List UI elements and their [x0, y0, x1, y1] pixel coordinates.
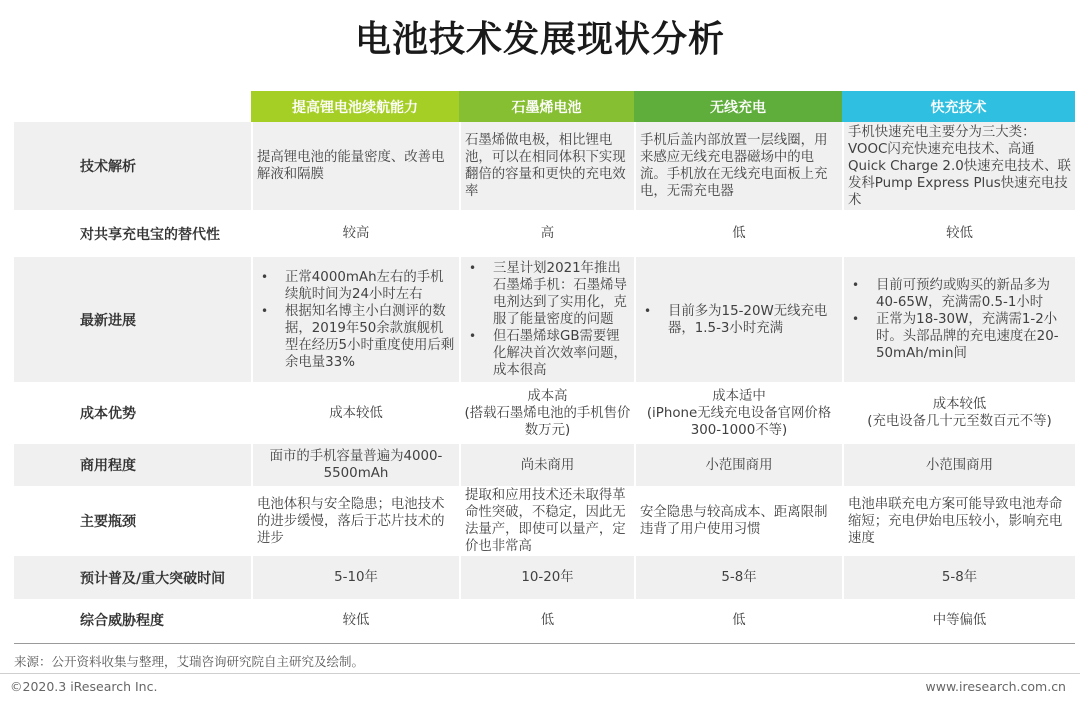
- table-cell: 低: [634, 599, 842, 641]
- bottom-divider: [0, 673, 1080, 674]
- list-item: • 正常4000mAh左右的手机续航时间为24小时左右: [257, 269, 455, 303]
- bullet-list: [257, 269, 455, 371]
- row-label: 成本优势: [14, 382, 251, 444]
- table-cell: 电池串联充电方案可能导致电池寿命缩短；充电伊始电压较小，影响充电速度: [842, 486, 1075, 556]
- table-cell: 10-20年: [459, 556, 634, 599]
- table-row-commercial: [14, 444, 1075, 486]
- table-cell: 较高: [251, 210, 459, 257]
- table-row-progress: [14, 257, 1075, 382]
- list-item: • 目前多为15-20W无线充电器，1.5-3小时充满: [640, 303, 838, 337]
- list-item: • 目前可预约或购买的新品多为40-65W，充满需0.5-1小时: [848, 277, 1071, 311]
- table-row-threat: [14, 599, 1075, 641]
- footer-divider: [14, 643, 1075, 644]
- header-corner: [14, 91, 251, 122]
- table-cell: [459, 257, 634, 382]
- row-label: 综合威胁程度: [14, 599, 251, 641]
- table-row-timeline: [14, 556, 1075, 599]
- table-cell: 提取和应用技术还未取得革命性突破，不稳定，因此无法量产，即使可以量产，定价也非常高: [459, 486, 634, 556]
- table-cell: 高: [459, 210, 634, 257]
- table-cell: 5-8年: [842, 556, 1075, 599]
- table-cell: 电池体积与安全隐患；电池技术的进步缓慢，落后于芯片技术的进步: [251, 486, 459, 556]
- bullet-list: [465, 260, 630, 379]
- table-cell: 安全隐患与较高成本、距离限制违背了用户使用习惯: [634, 486, 842, 556]
- table-cell: 较低: [842, 210, 1075, 257]
- table-cell: 石墨烯做电极，相比锂电池，可以在相同体积下实现翻倍的容量和更快的充电效率: [459, 122, 634, 210]
- table-cell: 提高锂电池的能量密度、改善电解液和隔膜: [251, 122, 459, 210]
- table-cell: [634, 257, 842, 382]
- table-cell: 手机后盖内部放置一层线圈，用来感应无线充电器磁场中的电流。手机放在无线充电面板上充电，无需充电器: [634, 122, 842, 210]
- column-header-wireless: 无线充电: [634, 91, 842, 122]
- table-cell: 成本较低: [251, 382, 459, 444]
- table-cell: [842, 257, 1075, 382]
- row-label: 预计普及/重大突破时间: [14, 556, 251, 599]
- table-cell: 面市的手机容量普遍为4000-5500mAh: [251, 444, 459, 486]
- table-cell: [459, 382, 634, 444]
- table-cell: 5-8年: [634, 556, 842, 599]
- list-item: • 根据知名博主小白测评的数据，2019年50余款旗舰机型在经历5小时重度使用后剩余电量33%: [257, 303, 455, 371]
- table-cell: 小范围商用: [634, 444, 842, 486]
- table-cell: 5-10年: [251, 556, 459, 599]
- table-cell: 低: [634, 210, 842, 257]
- cell-line: 成本较低: [932, 397, 987, 412]
- row-label: 对共享充电宝的替代性: [14, 210, 251, 257]
- row-label: 主要瓶颈: [14, 486, 251, 556]
- comparison-table: [14, 91, 1075, 641]
- table-cell: [251, 257, 459, 382]
- column-header-fast-charge: 快充技术: [842, 91, 1075, 122]
- table-cell: 较低: [251, 599, 459, 641]
- header-row: [14, 91, 1075, 122]
- row-label: 最新进展: [14, 257, 251, 382]
- website-link[interactable]: www.iresearch.com.cn: [925, 679, 1066, 694]
- source-note: 来源：公开资料收集与整理，艾瑞咨询研究院自主研究及绘制。: [14, 654, 365, 669]
- row-label: 技术解析: [14, 122, 251, 210]
- list-item: • 正常为18-30W，充满需1-2小时。头部品牌的充电速度在20-50mAh/min间: [848, 311, 1071, 362]
- column-header-graphene: 石墨烯电池: [459, 91, 634, 122]
- table-cell: 尚未商用: [459, 444, 634, 486]
- copyright-text: ©2020.3 iResearch Inc.: [10, 679, 158, 694]
- bullet-list: [848, 277, 1071, 362]
- page-title: 电池技术发展现状分析: [354, 19, 725, 60]
- table-row-replace: [14, 210, 1075, 257]
- cell-line: (充电设备几十元至数百元不等): [867, 414, 1052, 429]
- table-row-analysis: [14, 122, 1075, 210]
- table-cell: 中等偏低: [842, 599, 1075, 641]
- list-item: • 但石墨烯球GB需要锂化解决首次效率问题，成本很高: [465, 328, 630, 379]
- table-cell: 手机快速充电主要分为三大类：VOOC闪充快速充电技术、高通Quick Charge 2.0快速充电技术、联发科Pump Express Plus快速充电技术: [842, 122, 1075, 210]
- table-row-bottleneck: [14, 486, 1075, 556]
- bullet-list: [640, 303, 838, 337]
- list-item: • 三星计划2021年推出石墨烯手机：石墨烯导电剂达到了实用化，克服了能量密度的问题: [465, 260, 630, 328]
- table-row-cost: [14, 382, 1075, 444]
- table-cell: 低: [459, 599, 634, 641]
- table-cell: [634, 382, 842, 444]
- row-label: 商用程度: [14, 444, 251, 486]
- cell-line: 成本高: [527, 388, 568, 404]
- cell-line: 成本适中: [712, 388, 766, 404]
- table-cell: 小范围商用: [842, 444, 1075, 486]
- column-header-battery-life: 提高锂电池续航能力: [251, 91, 459, 122]
- table-cell: [842, 382, 1075, 444]
- cell-line: (搭载石墨烯电池的手机售价数万元): [464, 405, 631, 438]
- cell-line: (iPhone无线充电设备官网价格300-1000不等): [646, 405, 832, 438]
